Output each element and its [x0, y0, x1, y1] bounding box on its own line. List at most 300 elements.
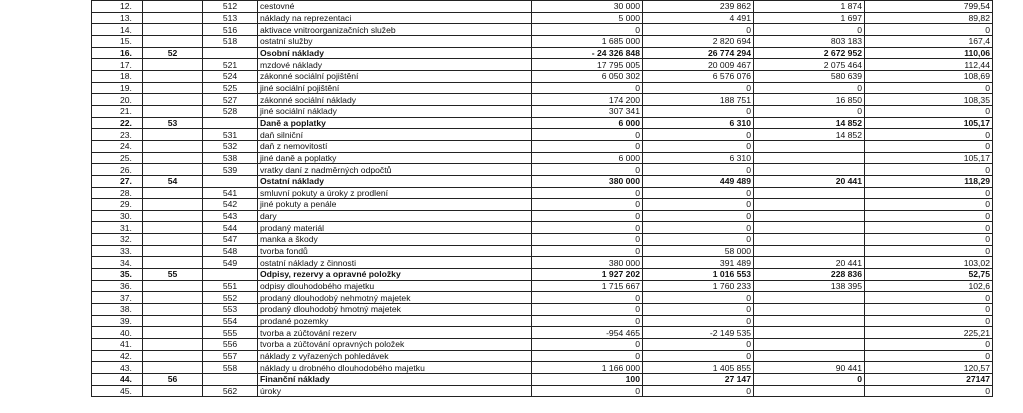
approved-budget-cell: 6 050 302 [532, 70, 643, 82]
table-row [92, 362, 993, 374]
row-number-cell: 35. [92, 269, 143, 281]
actual-cell: 20 441 [754, 257, 865, 269]
adjusted-budget-cell: 0 [643, 105, 754, 117]
row-number-cell: 38. [92, 304, 143, 316]
account-group-cell [143, 327, 203, 339]
actual-cell [754, 187, 865, 199]
table-row [92, 257, 993, 269]
actual-cell: 0 [754, 24, 865, 36]
account-number-cell [203, 269, 258, 281]
account-number-cell [203, 47, 258, 59]
actual-cell [754, 152, 865, 164]
approved-budget-cell: 5 000 [532, 12, 643, 24]
actual-cell: 2 075 464 [754, 59, 865, 71]
table-row [92, 12, 993, 24]
account-number-cell: 552 [203, 292, 258, 304]
account-number-cell: 562 [203, 385, 258, 397]
row-number-cell: 28. [92, 187, 143, 199]
actual-cell: 20 441 [754, 175, 865, 187]
percent-cell: 0 [865, 315, 993, 327]
adjusted-budget-cell: 0 [643, 350, 754, 362]
approved-budget-cell: 380 000 [532, 175, 643, 187]
adjusted-budget-cell: 0 [643, 292, 754, 304]
adjusted-budget-cell: 6 576 076 [643, 70, 754, 82]
account-description-cell: úroky [258, 385, 532, 397]
approved-budget-cell: 0 [532, 222, 643, 234]
account-group-cell [143, 12, 203, 24]
row-number-cell: 32. [92, 234, 143, 246]
account-number-cell: 531 [203, 129, 258, 141]
percent-cell: 0 [865, 24, 993, 36]
percent-cell: 0 [865, 82, 993, 94]
account-description-cell: zákonné sociální náklady [258, 94, 532, 106]
account-group-cell [143, 292, 203, 304]
adjusted-budget-cell: 6 310 [643, 152, 754, 164]
table-row [92, 70, 993, 82]
approved-budget-cell: 0 [532, 187, 643, 199]
approved-budget-cell: 174 200 [532, 94, 643, 106]
approved-budget-cell: 0 [532, 315, 643, 327]
account-number-cell [203, 374, 258, 386]
account-group-cell [143, 350, 203, 362]
row-number-cell: 13. [92, 12, 143, 24]
table-row [92, 187, 993, 199]
approved-budget-cell: 1 927 202 [532, 269, 643, 281]
percent-cell: 110,06 [865, 47, 993, 59]
account-description-cell: Ostatní náklady [258, 175, 532, 187]
actual-cell [754, 199, 865, 211]
row-number-cell: 39. [92, 315, 143, 327]
adjusted-budget-cell: -2 149 535 [643, 327, 754, 339]
account-description-cell: tvorba a zúčtování rezerv [258, 327, 532, 339]
percent-cell: 112,44 [865, 59, 993, 71]
actual-cell [754, 210, 865, 222]
approved-budget-cell: 0 [532, 304, 643, 316]
row-number-cell: 36. [92, 280, 143, 292]
approved-budget-cell: 1 166 000 [532, 362, 643, 374]
actual-cell [754, 140, 865, 152]
account-description-cell: náklady na reprezentaci [258, 12, 532, 24]
actual-cell: 2 672 952 [754, 47, 865, 59]
account-description-cell: mzdové náklady [258, 59, 532, 71]
cost-table-body [92, 1, 993, 397]
account-description-cell: manka a škody [258, 234, 532, 246]
account-description-cell: Osobní náklady [258, 47, 532, 59]
table-row [92, 47, 993, 59]
table-row [92, 315, 993, 327]
row-number-cell: 27. [92, 175, 143, 187]
account-group-cell [143, 339, 203, 351]
account-description-cell: prodaný dlouhodobý nehmotný majetek [258, 292, 532, 304]
row-number-cell: 12. [92, 1, 143, 13]
table-row [92, 374, 993, 386]
row-number-cell: 23. [92, 129, 143, 141]
account-group-cell [143, 304, 203, 316]
account-description-cell: náklady u drobného dlouhodobého majetku [258, 362, 532, 374]
percent-cell: 0 [865, 245, 993, 257]
account-number-cell: 551 [203, 280, 258, 292]
account-number-cell: 549 [203, 257, 258, 269]
approved-budget-cell: 0 [532, 385, 643, 397]
account-group-cell [143, 199, 203, 211]
percent-cell: 0 [865, 304, 993, 316]
account-description-cell: ostatní náklady z činnosti [258, 257, 532, 269]
account-number-cell: 525 [203, 82, 258, 94]
account-group-cell: 54 [143, 175, 203, 187]
adjusted-budget-cell: 391 489 [643, 257, 754, 269]
approved-budget-cell: 17 795 005 [532, 59, 643, 71]
approved-budget-cell: 0 [532, 339, 643, 351]
account-description-cell: tvorba fondů [258, 245, 532, 257]
table-row [92, 385, 993, 397]
table-row [92, 280, 993, 292]
row-number-cell: 26. [92, 164, 143, 176]
actual-cell [754, 327, 865, 339]
percent-cell: 118,29 [865, 175, 993, 187]
percent-cell: 108,69 [865, 70, 993, 82]
table-row [92, 105, 993, 117]
table-row [92, 129, 993, 141]
row-number-cell: 14. [92, 24, 143, 36]
percent-cell: 105,17 [865, 117, 993, 129]
account-group-cell [143, 222, 203, 234]
percent-cell: 108,35 [865, 94, 993, 106]
table-row [92, 304, 993, 316]
account-group-cell [143, 70, 203, 82]
adjusted-budget-cell: 2 820 694 [643, 35, 754, 47]
row-number-cell: 20. [92, 94, 143, 106]
table-row [92, 210, 993, 222]
table-row [92, 59, 993, 71]
row-number-cell: 19. [92, 82, 143, 94]
account-description-cell: náklady z vyřazených pohledávek [258, 350, 532, 362]
row-number-cell: 43. [92, 362, 143, 374]
adjusted-budget-cell: 0 [643, 304, 754, 316]
row-number-cell: 29. [92, 199, 143, 211]
percent-cell: 0 [865, 105, 993, 117]
table-row [92, 222, 993, 234]
account-number-cell: 524 [203, 70, 258, 82]
account-group-cell: 53 [143, 117, 203, 129]
approved-budget-cell: 0 [532, 292, 643, 304]
percent-cell: 0 [865, 339, 993, 351]
adjusted-budget-cell: 1 760 233 [643, 280, 754, 292]
account-group-cell [143, 129, 203, 141]
adjusted-budget-cell: 1 016 553 [643, 269, 754, 281]
account-description-cell: Finanční náklady [258, 374, 532, 386]
account-group-cell [143, 24, 203, 36]
account-number-cell: 548 [203, 245, 258, 257]
table-row [92, 292, 993, 304]
row-number-cell: 33. [92, 245, 143, 257]
adjusted-budget-cell: 4 491 [643, 12, 754, 24]
adjusted-budget-cell: 1 405 855 [643, 362, 754, 374]
account-number-cell: 528 [203, 105, 258, 117]
table-row [92, 140, 993, 152]
percent-cell: 105,17 [865, 152, 993, 164]
account-description-cell: Odpisy, rezervy a opravné položky [258, 269, 532, 281]
percent-cell: 0 [865, 234, 993, 246]
account-description-cell: smluvní pokuty a úroky z prodlení [258, 187, 532, 199]
account-number-cell: 542 [203, 199, 258, 211]
approved-budget-cell: 0 [532, 140, 643, 152]
adjusted-budget-cell: 6 310 [643, 117, 754, 129]
approved-budget-cell: 0 [532, 350, 643, 362]
actual-cell: 14 852 [754, 129, 865, 141]
approved-budget-cell: 0 [532, 245, 643, 257]
account-description-cell: jiné sociální pojištění [258, 82, 532, 94]
percent-cell: 89,82 [865, 12, 993, 24]
adjusted-budget-cell: 0 [643, 385, 754, 397]
approved-budget-cell: 1 685 000 [532, 35, 643, 47]
percent-cell: 799,54 [865, 1, 993, 13]
row-number-cell: 16. [92, 47, 143, 59]
table-row [92, 339, 993, 351]
account-number-cell: 541 [203, 187, 258, 199]
row-number-cell: 25. [92, 152, 143, 164]
adjusted-budget-cell: 239 862 [643, 1, 754, 13]
table-row [92, 94, 993, 106]
actual-cell: 90 441 [754, 362, 865, 374]
percent-cell: 0 [865, 129, 993, 141]
percent-cell: 0 [865, 210, 993, 222]
account-number-cell: 538 [203, 152, 258, 164]
adjusted-budget-cell: 0 [643, 315, 754, 327]
actual-cell: 228 836 [754, 269, 865, 281]
account-description-cell: prodané pozemky [258, 315, 532, 327]
account-description-cell: prodaný materiál [258, 222, 532, 234]
actual-cell [754, 350, 865, 362]
actual-cell [754, 339, 865, 351]
account-group-cell [143, 210, 203, 222]
account-group-cell [143, 362, 203, 374]
actual-cell: 0 [754, 105, 865, 117]
account-group-cell [143, 257, 203, 269]
approved-budget-cell: 1 715 667 [532, 280, 643, 292]
adjusted-budget-cell: 27 147 [643, 374, 754, 386]
account-number-cell: 557 [203, 350, 258, 362]
adjusted-budget-cell: 0 [643, 234, 754, 246]
row-number-cell: 22. [92, 117, 143, 129]
percent-cell: 0 [865, 222, 993, 234]
account-number-cell: 518 [203, 35, 258, 47]
adjusted-budget-cell: 0 [643, 199, 754, 211]
account-description-cell: aktivace vnitroorganizačních služeb [258, 24, 532, 36]
actual-cell [754, 292, 865, 304]
account-group-cell [143, 94, 203, 106]
percent-cell: 0 [865, 385, 993, 397]
approved-budget-cell: 0 [532, 24, 643, 36]
account-description-cell: odpisy dlouhodobého majetku [258, 280, 532, 292]
actual-cell: 1 874 [754, 1, 865, 13]
approved-budget-cell: 0 [532, 199, 643, 211]
account-number-cell: 527 [203, 94, 258, 106]
table-row [92, 82, 993, 94]
account-group-cell [143, 105, 203, 117]
table-row [92, 117, 993, 129]
percent-cell: 27147 [865, 374, 993, 386]
account-group-cell: 56 [143, 374, 203, 386]
approved-budget-cell: 0 [532, 129, 643, 141]
cost-table [91, 0, 993, 397]
row-number-cell: 15. [92, 35, 143, 47]
approved-budget-cell: 6 000 [532, 117, 643, 129]
table-row [92, 164, 993, 176]
account-group-cell [143, 82, 203, 94]
actual-cell [754, 222, 865, 234]
adjusted-budget-cell: 0 [643, 210, 754, 222]
actual-cell: 803 183 [754, 35, 865, 47]
account-number-cell: 556 [203, 339, 258, 351]
account-number-cell: 513 [203, 12, 258, 24]
account-number-cell: 553 [203, 304, 258, 316]
account-number-cell: 532 [203, 140, 258, 152]
account-number-cell [203, 117, 258, 129]
adjusted-budget-cell: 0 [643, 140, 754, 152]
account-group-cell [143, 234, 203, 246]
actual-cell: 0 [754, 374, 865, 386]
actual-cell [754, 304, 865, 316]
account-group-cell [143, 164, 203, 176]
percent-cell: 103,02 [865, 257, 993, 269]
account-number-cell: 516 [203, 24, 258, 36]
account-number-cell: 539 [203, 164, 258, 176]
account-description-cell: jiné daně a poplatky [258, 152, 532, 164]
account-description-cell: Daně a poplatky [258, 117, 532, 129]
table-row [92, 350, 993, 362]
percent-cell: 0 [865, 199, 993, 211]
account-group-cell [143, 59, 203, 71]
table-row [92, 234, 993, 246]
row-number-cell: 42. [92, 350, 143, 362]
percent-cell: 120,57 [865, 362, 993, 374]
account-number-cell: 555 [203, 327, 258, 339]
percent-cell: 0 [865, 164, 993, 176]
actual-cell: 138 395 [754, 280, 865, 292]
approved-budget-cell: 30 000 [532, 1, 643, 13]
account-description-cell: ostatní služby [258, 35, 532, 47]
account-number-cell: 521 [203, 59, 258, 71]
approved-budget-cell: 307 341 [532, 105, 643, 117]
table-row [92, 24, 993, 36]
actual-cell: 14 852 [754, 117, 865, 129]
account-number-cell [203, 175, 258, 187]
adjusted-budget-cell: 0 [643, 164, 754, 176]
percent-cell: 102,6 [865, 280, 993, 292]
row-number-cell: 41. [92, 339, 143, 351]
account-number-cell: 558 [203, 362, 258, 374]
percent-cell: 225,21 [865, 327, 993, 339]
row-number-cell: 17. [92, 59, 143, 71]
account-group-cell [143, 1, 203, 13]
table-row [92, 35, 993, 47]
table-row [92, 199, 993, 211]
actual-cell [754, 245, 865, 257]
adjusted-budget-cell: 0 [643, 24, 754, 36]
actual-cell: 1 697 [754, 12, 865, 24]
account-group-cell [143, 140, 203, 152]
account-group-cell: 52 [143, 47, 203, 59]
percent-cell: 167,4 [865, 35, 993, 47]
account-description-cell: daň z nemovitostí [258, 140, 532, 152]
approved-budget-cell: 0 [532, 164, 643, 176]
account-number-cell: 512 [203, 1, 258, 13]
row-number-cell: 34. [92, 257, 143, 269]
adjusted-budget-cell: 20 009 467 [643, 59, 754, 71]
approved-budget-cell: 6 000 [532, 152, 643, 164]
row-number-cell: 18. [92, 70, 143, 82]
account-description-cell: dary [258, 210, 532, 222]
account-description-cell: zákonné sociální pojištění [258, 70, 532, 82]
actual-cell [754, 234, 865, 246]
adjusted-budget-cell: 449 489 [643, 175, 754, 187]
account-group-cell [143, 280, 203, 292]
table-row [92, 245, 993, 257]
row-number-cell: 40. [92, 327, 143, 339]
account-number-cell: 554 [203, 315, 258, 327]
table-row [92, 269, 993, 281]
row-number-cell: 24. [92, 140, 143, 152]
actual-cell [754, 385, 865, 397]
table-row [92, 152, 993, 164]
account-number-cell: 543 [203, 210, 258, 222]
row-number-cell: 45. [92, 385, 143, 397]
account-group-cell [143, 152, 203, 164]
table-row [92, 175, 993, 187]
account-description-cell: tvorba a zúčtování opravných položek [258, 339, 532, 351]
row-number-cell: 31. [92, 222, 143, 234]
adjusted-budget-cell: 58 000 [643, 245, 754, 257]
adjusted-budget-cell: 0 [643, 187, 754, 199]
account-description-cell: daň silniční [258, 129, 532, 141]
account-group-cell: 55 [143, 269, 203, 281]
account-number-cell: 547 [203, 234, 258, 246]
approved-budget-cell: 0 [532, 82, 643, 94]
adjusted-budget-cell: 0 [643, 222, 754, 234]
percent-cell: 0 [865, 187, 993, 199]
percent-cell: 0 [865, 350, 993, 362]
approved-budget-cell: 0 [532, 234, 643, 246]
approved-budget-cell: 100 [532, 374, 643, 386]
adjusted-budget-cell: 0 [643, 82, 754, 94]
row-number-cell: 21. [92, 105, 143, 117]
account-description-cell: prodaný dlouhodobý hmotný majetek [258, 304, 532, 316]
approved-budget-cell: -954 465 [532, 327, 643, 339]
actual-cell [754, 315, 865, 327]
percent-cell: 52,75 [865, 269, 993, 281]
account-group-cell [143, 35, 203, 47]
row-number-cell: 30. [92, 210, 143, 222]
table-row [92, 327, 993, 339]
account-description-cell: jiné pokuty a penále [258, 199, 532, 211]
actual-cell: 580 639 [754, 70, 865, 82]
adjusted-budget-cell: 0 [643, 129, 754, 141]
approved-budget-cell: 0 [532, 210, 643, 222]
approved-budget-cell: 380 000 [532, 257, 643, 269]
row-number-cell: 44. [92, 374, 143, 386]
account-group-cell [143, 385, 203, 397]
adjusted-budget-cell: 0 [643, 339, 754, 351]
account-description-cell: jiné sociální náklady [258, 105, 532, 117]
adjusted-budget-cell: 188 751 [643, 94, 754, 106]
account-description-cell: cestovné [258, 1, 532, 13]
adjusted-budget-cell: 26 774 294 [643, 47, 754, 59]
account-group-cell [143, 245, 203, 257]
account-description-cell: vratky daní z nadměrných odpočtů [258, 164, 532, 176]
account-group-cell [143, 315, 203, 327]
percent-cell: 0 [865, 140, 993, 152]
account-group-cell [143, 187, 203, 199]
